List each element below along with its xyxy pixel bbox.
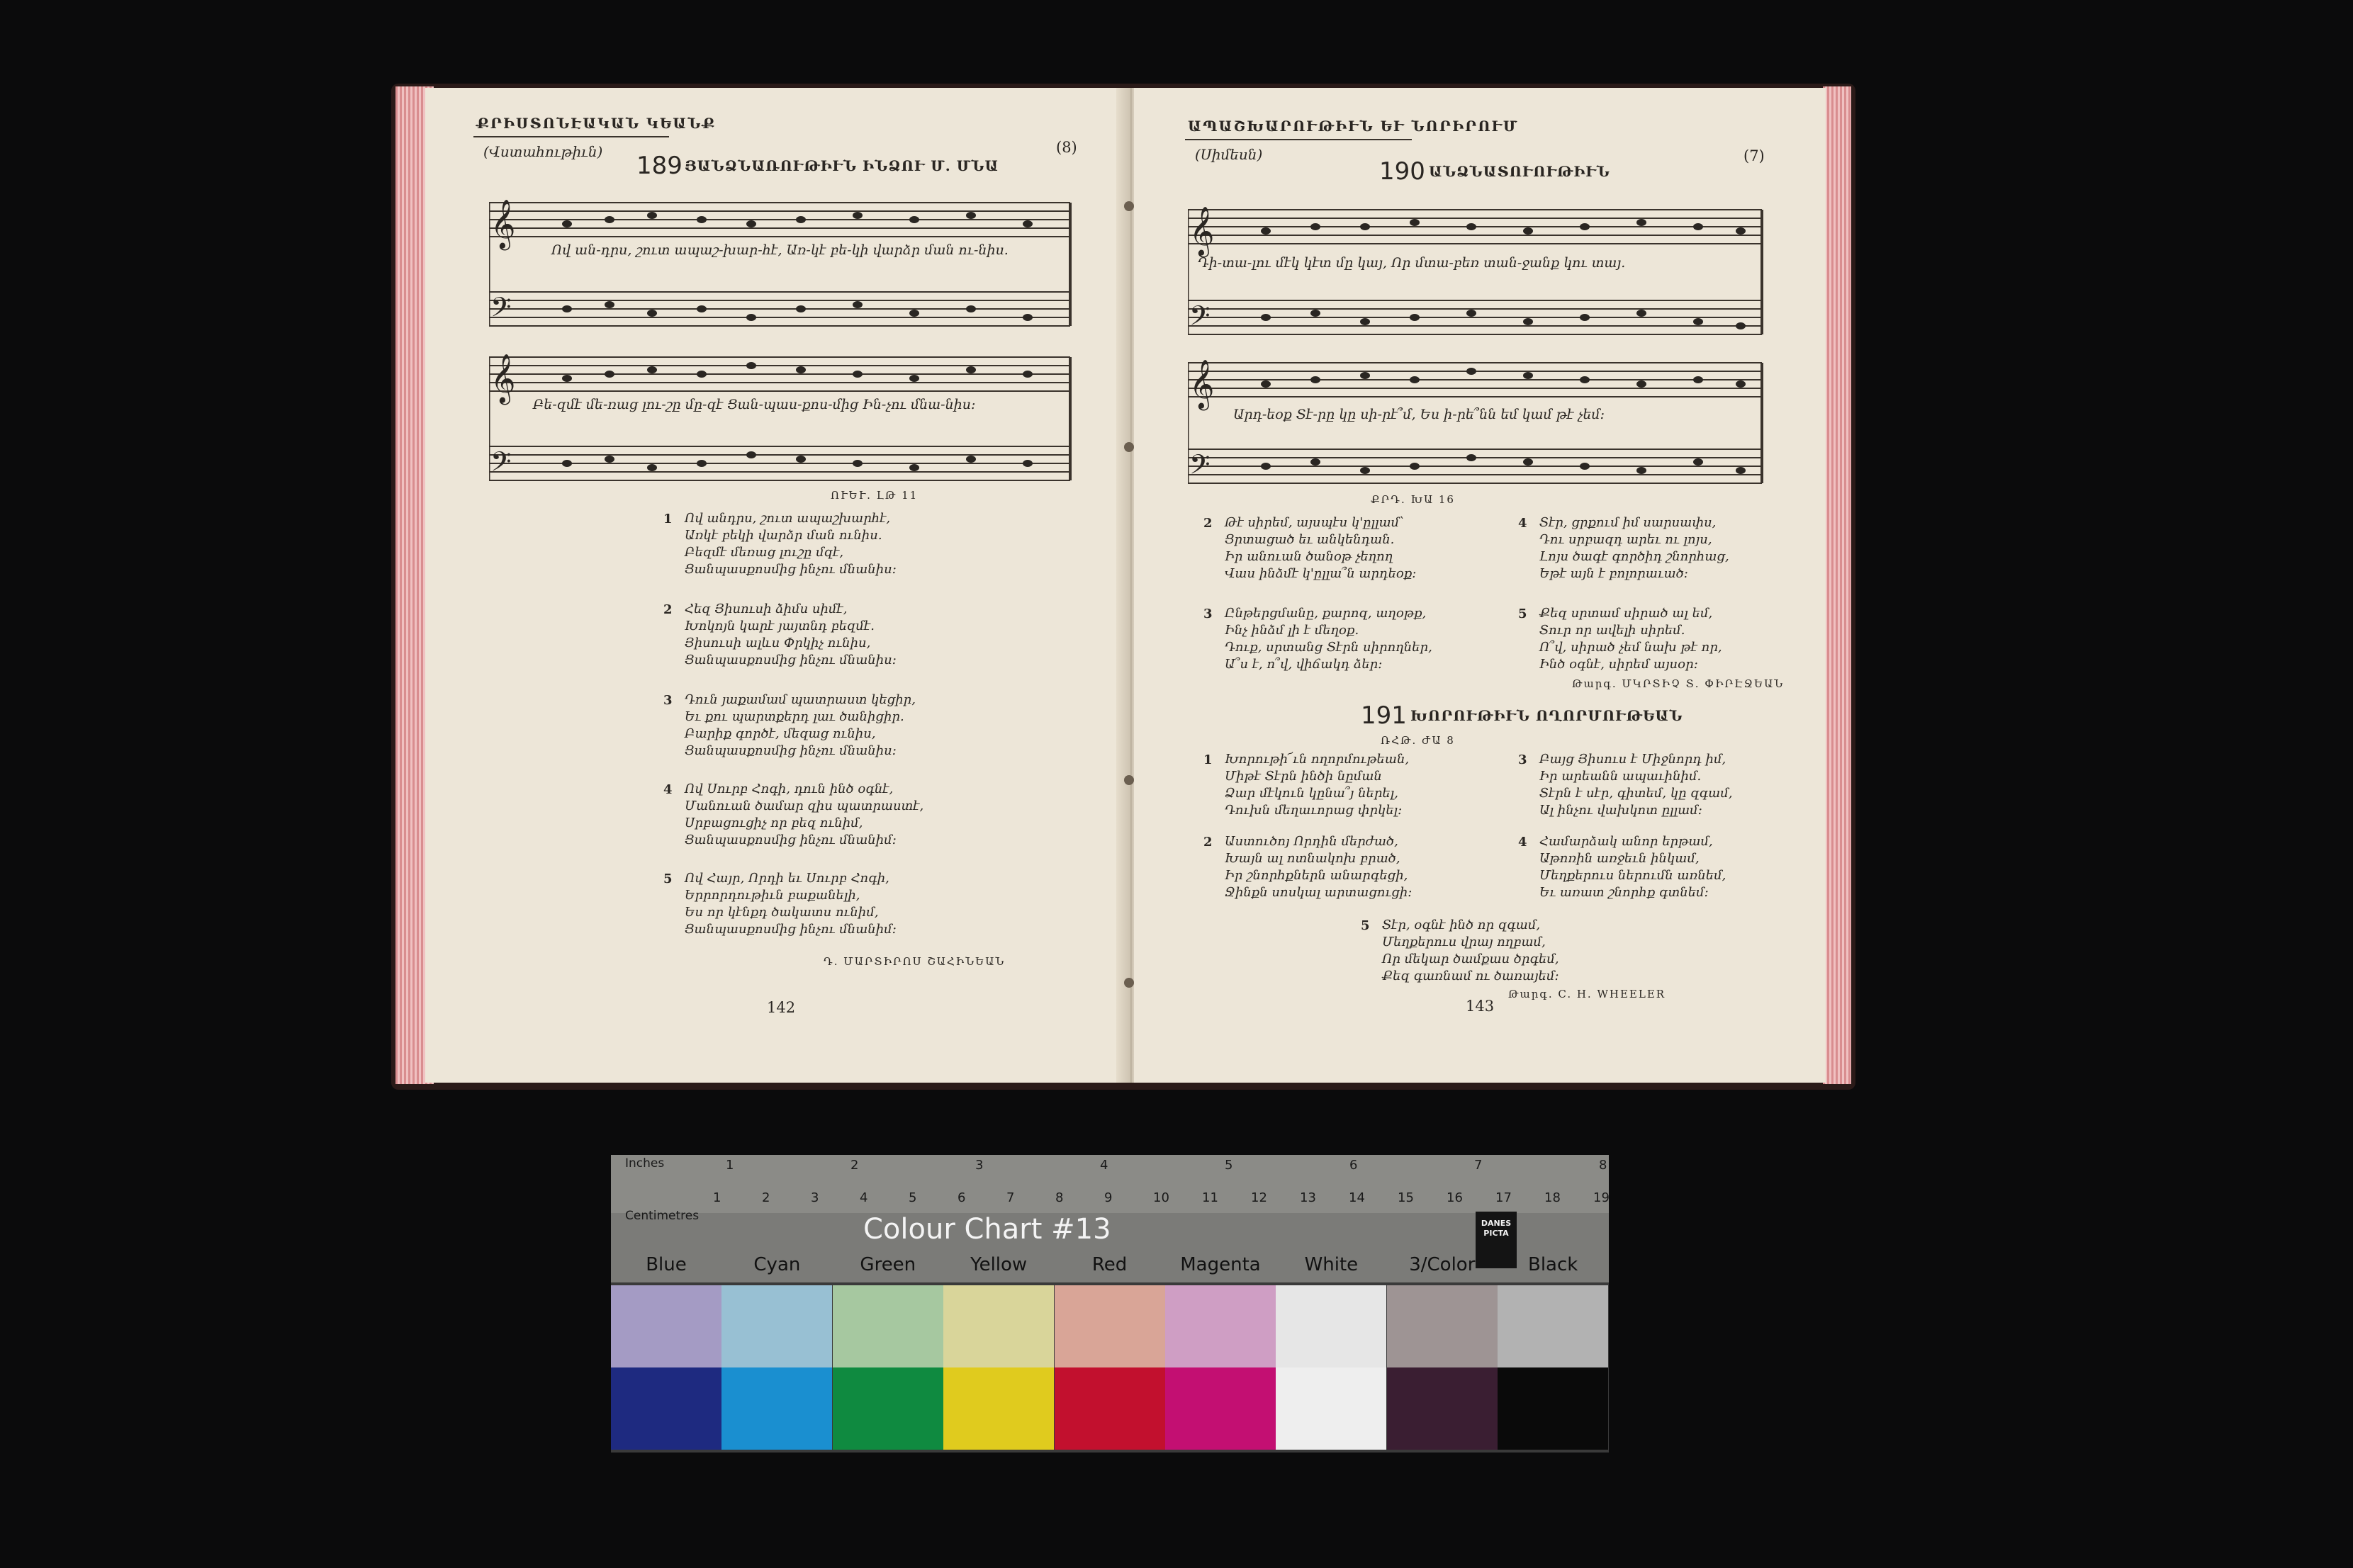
hymn-189-verse-2-number: 2 [663,602,673,617]
hymn-190-verse-2-number: 2 [1203,516,1213,531]
hymn-189-verse-1-number: 1 [663,512,673,526]
swatch-dark [1055,1367,1165,1450]
hymn-191-verse-4-number: 4 [1518,835,1527,850]
staff-system-1-bass [1188,300,1762,338]
swatch-dark [1165,1367,1276,1450]
swatch-label: Green [860,1254,916,1275]
swatch-dark [611,1367,721,1450]
ruler-cm-tick: 1 [713,1190,721,1205]
staff-system-2-bass [1188,449,1762,487]
ruler-inch-tick: 1 [726,1158,734,1173]
ruler-cm-tick: 5 [909,1190,917,1205]
right-running-header: ԱՊԱՇԽԱՐՈՒԹԻՒՆ ԵՒ ՆՈՐԻՐՈՒՄ [1188,118,1519,135]
swatch-light [1498,1285,1608,1367]
left-running-header: ՔՐԻՍՏՈՆԷԱԿԱՆ ԿԵԱՆՔ [476,115,717,132]
right-section-marker: (7) [1743,147,1765,164]
binding-stitch [1124,775,1134,785]
hymn-191-verse-3-number: 3 [1518,752,1527,767]
hymn-191-number: 191 [1361,701,1407,730]
hymn-189-verse-4: Ով Սուրբ Հոգի, դուն ինծ օգնէ, Մանուան ծամար զիս պատրաստէ, Սրբացուցիչ որ բեզ ունիմ, Ցանպասքոսմից ինչու մնանիմ: [685,782,924,847]
ruler-cm-tick: 15 [1398,1190,1414,1205]
ruler-inch-tick: 5 [1225,1158,1233,1173]
staff-system-1-bass [489,291,1070,329]
hymn-191-verse-3: Բայց Յիսուս է Միջնորդ իմ, Իր արեանն ապաւինիմ. Տէրն է սէր, գիտեմ, կը զգամ, Ալ ինչու վախկոտ ըլլամ: [1539,752,1733,818]
swatch-light [1276,1285,1386,1367]
swatch-light [943,1285,1054,1367]
swatch-dark [1498,1367,1608,1450]
hymn-189-number: 189 [636,152,683,180]
page-edges-right [1823,86,1851,1084]
ruler-cm-tick: 6 [958,1190,966,1205]
hymn-189-verse-3-number: 3 [663,693,673,708]
ruler-cm-tick: 12 [1251,1190,1267,1205]
hymn-189-verse-1: Ով անդրս, շուտ ապաշխարհէ, Առկէ բեկի վարձր ման ունիս. Բեզմէ մեռաց լուշը մզէ, Ցանպասքոսմից ինչու մնանիս: [685,511,897,577]
ruler-inch-tick: 6 [1349,1158,1358,1173]
ruler-cm-tick: 11 [1202,1190,1218,1205]
hymn-191-title: ԽՈՐՈՒԹԻՒՆ ՈՂՈՐՄՈՒԹԵԱՆ [1410,707,1683,724]
hymn-189-tune-ref: ՈՒԵՒ. ԼԹ 11 [831,489,919,502]
hymn-190-lyric-line-2: Արդ-եօք Տէ-րը կը սի-րէ՞մ, Ես ի-րե՞նն եմ կամ թէ չեմ: [1233,407,1605,422]
colour-chart-title: Colour Chart #13 [863,1213,1111,1246]
ruler-cm-tick: 14 [1349,1190,1365,1205]
hymn-189-verse-2: Հեզ Յիսուսի ձիմս սիմէ, Խոկոյն կարէ յայտնդ բեզմէ. Յիսուսի ալևս Փրկիչ ունիս, Ցանպասքոսմից ինչու մնանիս: [685,602,897,667]
hymn-189-verse-3: Դուն յաքամամ պատրաստ կեցիր, Եւ քու պարտքերդ լաւ ծանիցիր. Բարիք գործէ, մեզաց ունիս, Ցանպասքոսմից ինչու մնանիս: [685,692,916,758]
hymn-190-score [1188,198,1769,496]
binding-stitch [1124,201,1134,211]
staff-system-2-bass [489,446,1070,484]
hymn-189-title: ՅԱՆՁՆԱՌՈՒԹԻՒՆ ԻՆՁՈՒ Մ. ՄՆԱ [685,157,999,174]
swatch-light [611,1285,721,1367]
ruler-cm-tick: 9 [1104,1190,1113,1205]
hymn-189-author: Դ. ՄԱՐՏԻՐՈՍ ՇԱՀԻՆԵԱՆ [824,955,1006,968]
svg-text:𝄞: 𝄞 [1189,206,1215,256]
staff-system-2-treble [1188,359,1762,410]
hymn-190-tune-ref: ՔՐԴ. ԽԱ 16 [1371,493,1455,506]
left-page-number: 142 [767,999,796,1016]
svg-text:𝄢: 𝄢 [1189,449,1211,487]
hymn-190-verse-3: Ընթերցմանը, քարոզ, աղօթք, Ինչ ինձմ լի է մեղօք. Դուք, սրտանց Տէրն սիրողներ, Ա՞ս է, ո՞վ, վիճակդ ձեր: [1225,606,1432,672]
svg-text:𝄞: 𝄞 [490,354,516,403]
hymn-191-verse-2: Աստուծոյ Որդին մերժած, Խայն ալ ոտնակոխ բրած, Իր շնորհքներն անարգեցի, Ջինքն սոսկալ արտացուցի: [1225,834,1413,900]
hymn-191-verse-1: Խորութի՜ւն ողորմութեան, Միթէ Տէրն ինծի նըման Ձար մէկուն կընա՞յ ներել, Դուխն մեղաւորաց փրկել: [1225,752,1410,818]
hymn-190-verse-5: Քեզ սրտամ սիրած ալ եմ, Տուր որ ավելի սիրեմ. Ո՞վ, սիրած չեմ նախ թէ որ, Ինծ օգնէ, սիրեմ այսօր: [1539,606,1722,672]
hymn-190-lyric-line-1: Դի-տա-լու մէկ կէտ մը կայ, Որ մտա-բեռ տան-ջանք կու տայ. [1198,255,1626,271]
left-section-marker: (8) [1056,139,1077,156]
swatch-light [721,1285,832,1367]
ruler-inch-tick: 8 [1599,1158,1607,1173]
swatch-light [1387,1285,1498,1367]
binding-stitch [1124,978,1134,988]
svg-text:𝄢: 𝄢 [490,291,512,329]
hymn-190-verse-5-number: 5 [1518,607,1527,621]
swatch-light [1055,1285,1165,1367]
hymn-191-author: Թարգ. C. H. WHEELER [1508,988,1666,1000]
swatch-label: Red [1091,1254,1128,1275]
hymn-191-verse-5-number: 5 [1361,918,1370,933]
swatch-label: Cyan [753,1254,801,1275]
swatch-dark [943,1367,1054,1450]
hymn-189-verse-4-number: 4 [663,782,673,797]
swatch-dark [1387,1367,1498,1450]
swatch-label: Blue [646,1254,687,1275]
swatch-label: 3/Color [1409,1254,1476,1275]
left-subheader: (Վստահութիւն) [483,143,603,160]
svg-text:𝄢: 𝄢 [1189,300,1211,338]
logo-text: DANES PICTA [1481,1219,1512,1238]
svg-text:𝄞: 𝄞 [1189,359,1215,409]
hymn-190-verse-4: Տէր, ցրքում իմ սարսափս, Դու սրբազդ արեւ ու լոյս, Լոյս ծագէ գործիդ շնորհաց, Եթէ այն է բոլորաւած: [1539,515,1729,581]
swatch-dark [833,1367,943,1450]
swatch-label: Yellow [970,1254,1028,1275]
ruler-cm-tick: 3 [811,1190,819,1205]
ruler-cm-tick: 2 [762,1190,770,1205]
ruler-cm-tick: 8 [1055,1190,1064,1205]
ruler-cm-tick: 19 [1593,1190,1610,1205]
ruler-cm-tick: 18 [1544,1190,1561,1205]
hymn-190-verse-4-number: 4 [1518,516,1527,531]
ruler-cm-label: Centimetres [625,1209,700,1223]
hymn-191-verse-1-number: 1 [1203,752,1213,767]
hymn-190-verse-2: Թէ սիրեմ, այսպէս կ'ըլլամ՝ Ցրտացած եւ անկենդան. Իր անուան ծանօթ չեղող Վաս ինձմէ կ'ըլլա՞ն արդեօք: [1225,515,1417,581]
swatch-dark [721,1367,832,1450]
ruler-inch-tick: 4 [1100,1158,1108,1173]
right-header-rule [1185,139,1412,140]
right-subheader: (Սիմեսն) [1195,146,1263,163]
ruler-cm-tick: 13 [1300,1190,1316,1205]
swatch-label: Magenta [1180,1254,1261,1275]
ruler-cm-tick: 10 [1153,1190,1169,1205]
hymn-189-lyric-line-2: Բե-զմէ մե-ռաց լու-շը մը-զէ Ցան-պաս-քոս-մից Ին-չու մնա-նիս: [533,397,976,412]
ruler-cm-tick: 4 [860,1190,868,1205]
ruler-inch-tick: 2 [850,1158,859,1173]
hymn-191-verse-5: Տէր, օգնէ ինծ որ զգամ, Մեղքերուս վրայ ողբամ, Որ մեկար ծամքաս ծրգեմ, Քեզ գառնամ ու ծառայեմ: [1382,918,1559,983]
swatch-light [1165,1285,1276,1367]
ruler-inch-tick: 7 [1474,1158,1483,1173]
hymn-189-verse-5: Ով Հայր, Որդի եւ Սուրբ Հոգի, Երրորդութիւն բաքանելի, Ես որ կէնքդ ծակատս ունիմ, Ցանպասքոսմից ինչու մնանիմ: [685,871,897,937]
hymn-189-lyric-line-1: Ով ան-դրս, շուտ ապաշ-խար-հէ, Առ-կէ բե-կի վարձր ման ու-նիս. [551,242,1009,258]
ruler-inches-label: Inches [625,1156,665,1171]
right-page-number: 143 [1466,998,1495,1015]
swatch-label: White [1304,1254,1359,1275]
swatch-dark [1276,1367,1386,1450]
ruler-cm-tick: 16 [1447,1190,1463,1205]
hymn-190-author: Թարգ. ՄԿՐՏԻՉ Տ. ՓԻՐԷՋԵԱՆ [1572,677,1785,690]
hymn-190-number: 190 [1379,157,1425,186]
svg-text:𝄢: 𝄢 [490,446,512,484]
hymn-189-verse-5-number: 5 [663,872,673,886]
swatch-light [833,1285,943,1367]
hymn-191-verse-4: Համարձակ անոր երթամ, Աթոռին առջեւն ինկամ, Մեղքերուս ներումն առնեմ, Եւ առատ շնորհք գտնեմ: [1539,834,1726,900]
staff-system-1-treble [1188,206,1762,257]
swatch-label: Black [1528,1254,1578,1275]
hymn-190-verse-3-number: 3 [1203,607,1213,621]
hymn-189-score [489,191,1077,489]
ruler-cm-tick: 17 [1495,1190,1512,1205]
ruler-cm-tick: 7 [1006,1190,1015,1205]
hymn-191-tune-ref: ՌՀԹ. ԺԱ 8 [1381,734,1455,747]
hymn-190-title: ԱՆՁՆԱՏՈՒՈՒԹԻՒՆ [1429,163,1610,180]
ruler-inch-tick: 3 [975,1158,984,1173]
left-header-rule [473,136,669,137]
binding-stitch [1124,442,1134,452]
hymn-191-verse-2-number: 2 [1203,835,1213,850]
svg-text:𝄞: 𝄞 [490,199,516,249]
